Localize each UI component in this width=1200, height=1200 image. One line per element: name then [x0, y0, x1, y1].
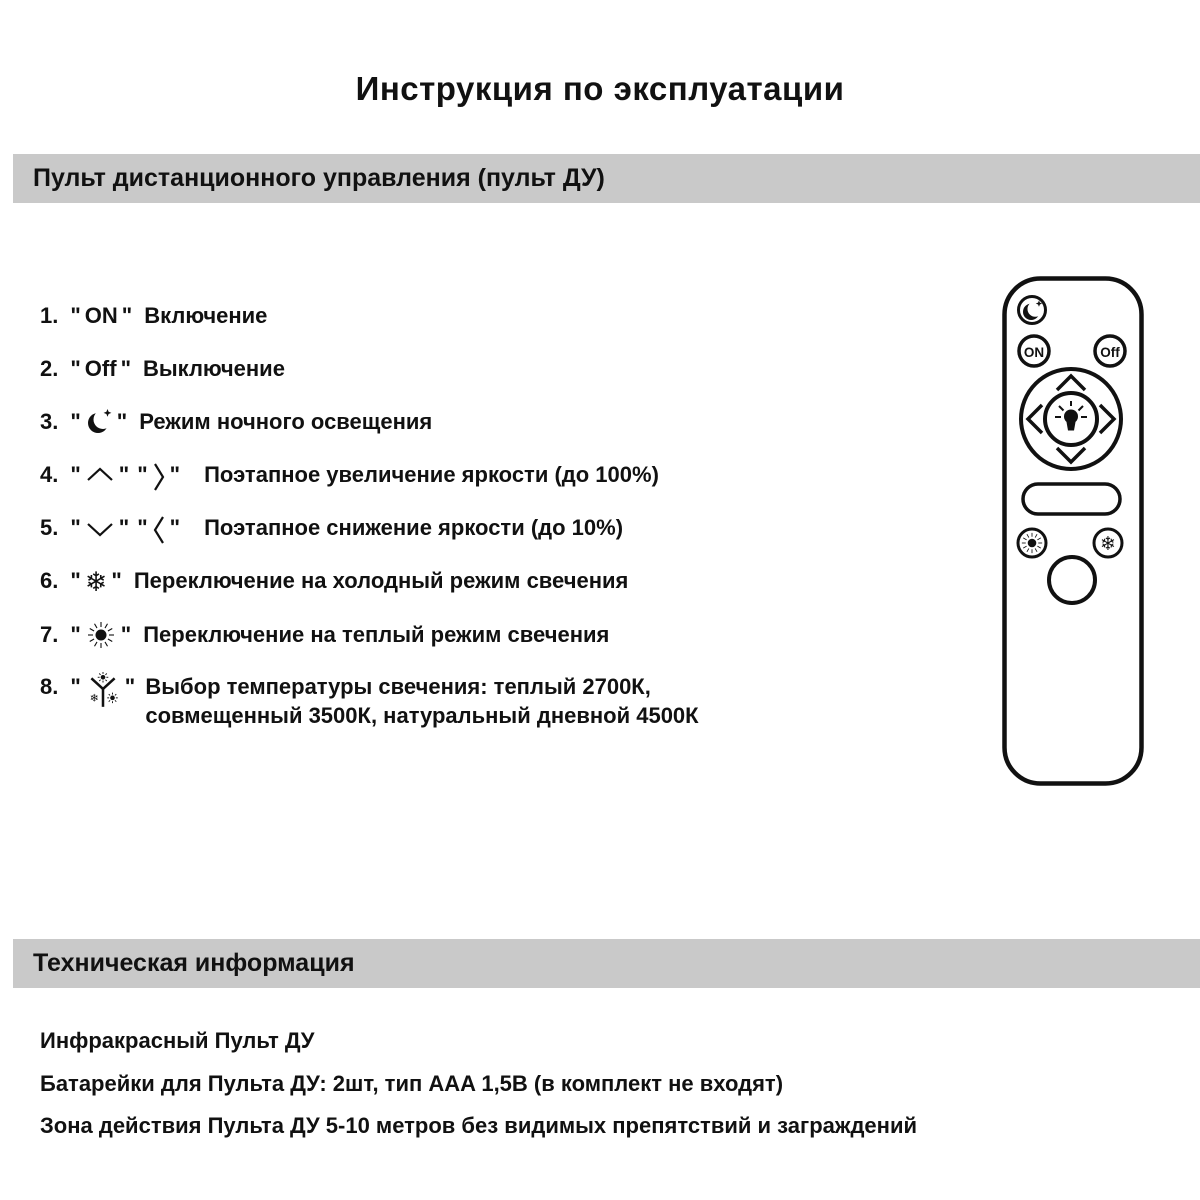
item-number: 1.: [40, 303, 59, 328]
item-label: Поэтапное снижение яркости (до 10%): [204, 515, 624, 540]
item-number: 3.: [40, 409, 59, 434]
section-header-remote-label: Пульт дистанционного управления (пульт ДУ): [33, 164, 605, 192]
item-label: Включение: [144, 303, 268, 328]
item-label: Поэтапное увеличение яркости (до 100%): [204, 462, 659, 487]
instruction-item-8: 8. " ❄ " Выбор температуры свечения: теплый 2700К, совмещенный 3500К, натуральный дневной 4500К: [40, 672, 905, 730]
svg-text:ON: ON: [1023, 345, 1045, 360]
remote-on-button: [1019, 336, 1049, 366]
section-header-remote: [13, 154, 1200, 203]
item-label: Режим ночного освещения: [139, 409, 433, 434]
section-header-tech: [13, 939, 1200, 988]
item-number: 8.: [40, 674, 59, 699]
remote-night-button: [1019, 297, 1046, 324]
remote-illustration: [1002, 276, 1144, 786]
item-number: 6.: [40, 568, 59, 593]
item-label: Выбор температуры свечения: теплый 2700К, совмещенный 3500К, натуральный дневной 4500К: [145, 674, 699, 728]
remote-dpad: [1021, 369, 1121, 469]
item-label: Выключение: [143, 356, 285, 381]
svg-text:Off: Off: [1100, 345, 1120, 360]
item-number: 7.: [40, 622, 59, 647]
item-number: 2.: [40, 356, 59, 381]
on-key-label: ON: [84, 303, 118, 328]
chevron-down-icon: [85, 521, 115, 538]
remote-display-window: [1023, 484, 1120, 514]
section-header-tech-label: Техническая информация: [33, 949, 355, 977]
remote-cold-button: [1094, 529, 1122, 557]
remote-off-button: [1095, 336, 1125, 366]
chevron-up-icon: [85, 466, 115, 483]
angle-left-icon: [152, 514, 166, 546]
mini-snowflake-icon: ❄: [89, 692, 99, 705]
warm-sun-icon: [85, 619, 117, 651]
instruction-item-3: 3. " " Режим ночного освещения: [40, 409, 433, 434]
snowflake-icon: ❄: [1100, 533, 1116, 555]
color-temperature-icon: [85, 672, 121, 710]
remote-warm-button: [1018, 529, 1046, 557]
angle-right-icon: [152, 461, 166, 493]
instruction-item-2: 2. " Off " Выключение: [40, 356, 285, 381]
item-number: 4.: [40, 462, 59, 487]
off-key-label: Off: [84, 356, 117, 381]
item-label: Переключение на холодный режим свечения: [133, 568, 629, 593]
snowflake-icon: ❄: [84, 567, 108, 598]
tech-info-line-2: Батарейки для Пульта ДУ: 2шт, тип AAA 1,5В (в комплект не входят): [40, 1071, 784, 1096]
remote-round-button: [1049, 557, 1095, 603]
instruction-item-7: 7. " " Переключение на теплый режим свечения: [40, 619, 609, 651]
moon-icon: [85, 408, 113, 436]
instruction-item-4: 4. " " " " Поэтапное увеличение яркости (до 100%): [40, 460, 659, 493]
instruction-item-5: 5. " " " " Поэтапное снижение яркости (до 10%): [40, 513, 623, 546]
item-number: 5.: [40, 515, 59, 540]
item-label: Переключение на теплый режим свечения: [143, 622, 610, 647]
instruction-item-1: 1. " ON " Включение: [40, 303, 268, 328]
page-title: Инструкция по эксплуатации: [355, 70, 845, 107]
tech-info-line-3: Зона действия Пульта ДУ 5-10 метров без видимых препятствий и заграждений: [40, 1113, 918, 1138]
tech-info-line-1: Инфракрасный Пульт ДУ: [40, 1028, 315, 1053]
instruction-item-6: 6. " ❄ " Переключение на холодный режим свечения: [40, 567, 629, 598]
